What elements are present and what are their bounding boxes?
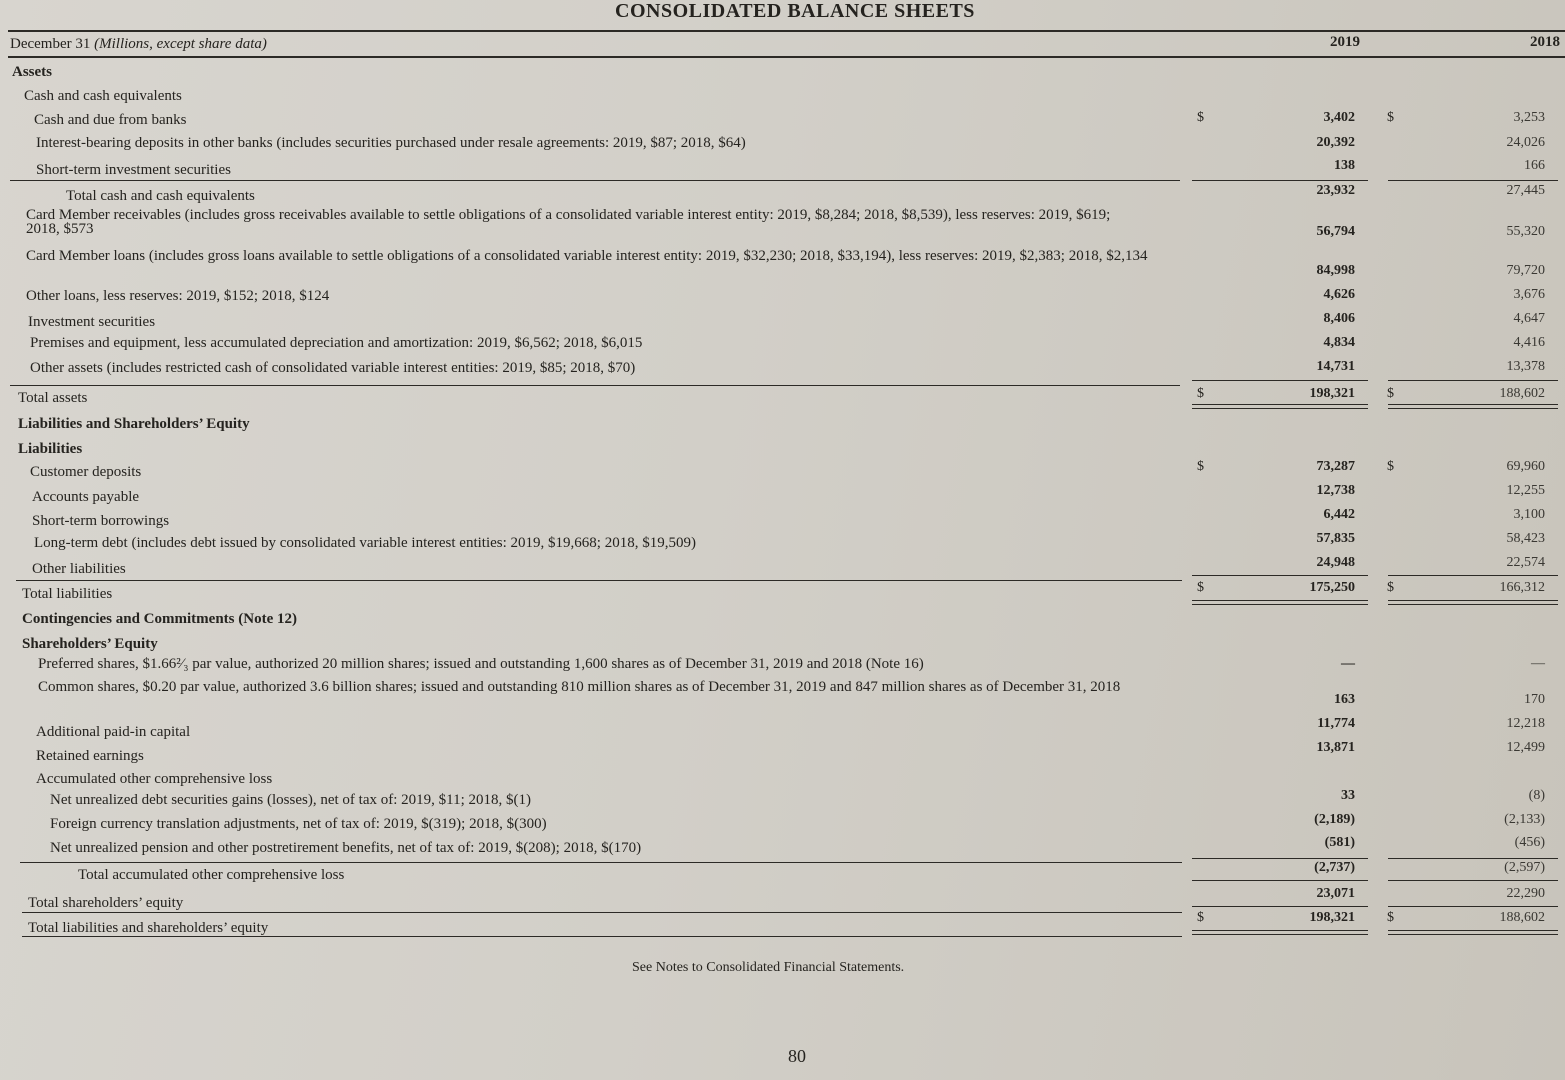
currency-sign-2019: $ [1197, 110, 1204, 125]
rule [1192, 858, 1368, 859]
value-2018: 3,676 [1513, 287, 1545, 302]
currency-sign-2019: $ [1197, 910, 1204, 925]
rule [10, 385, 1180, 386]
value-2019: (581) [1324, 835, 1355, 850]
row-label: Liabilities [18, 441, 83, 457]
currency-sign-2018: $ [1387, 386, 1394, 401]
value-2019: 175,250 [1309, 580, 1355, 595]
value-2018: (2,597) [1504, 860, 1545, 875]
rule [22, 936, 1182, 937]
value-2018: 3,253 [1513, 110, 1545, 125]
value-2019: 163 [1334, 692, 1355, 707]
value-2019: 6,442 [1323, 507, 1355, 522]
row-label: Other loans, less reserves: 2019, $152; 2018, $124 [26, 288, 330, 304]
currency-sign-2019: $ [1197, 580, 1204, 595]
rule [1388, 880, 1558, 881]
double-rule [1192, 930, 1368, 935]
value-2019: 13,871 [1316, 740, 1355, 755]
value-2018: 166,312 [1499, 580, 1545, 595]
row-label: Total accumulated other comprehensive loss [78, 867, 345, 883]
value-2018: (456) [1514, 835, 1545, 850]
currency-sign-2019: $ [1197, 459, 1204, 474]
value-2019: 57,835 [1316, 531, 1355, 546]
value-2018: (2,133) [1504, 812, 1545, 827]
double-rule [1388, 600, 1558, 605]
double-rule [1388, 404, 1558, 409]
row-label: Accounts payable [32, 489, 140, 505]
double-rule [1192, 404, 1368, 409]
row-label: Retained earnings [36, 748, 144, 764]
row-label: Total liabilities and shareholders’ equity [28, 920, 269, 936]
value-2019: 24,948 [1316, 555, 1355, 570]
row-label: Liabilities and Shareholders’ Equity [18, 416, 250, 432]
value-2019: 4,834 [1323, 335, 1355, 350]
row-label: Net unrealized pension and other postretirement benefits, net of tax of: 2019, $(208); 2018, $(170) [50, 840, 642, 856]
currency-sign-2019: $ [1197, 386, 1204, 401]
value-2019: 3,402 [1323, 110, 1355, 125]
value-2019: 23,932 [1316, 183, 1355, 198]
row-label: Assets [12, 64, 52, 80]
row-label: Accumulated other comprehensive loss [36, 771, 273, 787]
value-2019: 56,794 [1316, 224, 1355, 239]
row-label: Additional paid-in capital [36, 724, 191, 740]
row-label: Cash and cash equivalents [24, 88, 182, 104]
row-label: Premises and equipment, less accumulated depreciation and amortization: 2019, $6,562; 2018, $6,015 [30, 335, 643, 351]
currency-sign-2018: $ [1387, 580, 1394, 595]
value-2019: 4,626 [1323, 287, 1355, 302]
row-label: Short-term borrowings [32, 513, 170, 529]
value-2019: 33 [1341, 788, 1355, 803]
value-2019: 138 [1334, 158, 1355, 173]
value-2018: 22,290 [1506, 886, 1545, 901]
currency-sign-2018: $ [1387, 910, 1394, 925]
value-2018: 166 [1524, 158, 1545, 173]
rule [1388, 858, 1558, 859]
value-2018: 55,320 [1506, 224, 1545, 239]
value-2019: — [1341, 656, 1355, 671]
rule [1388, 906, 1558, 907]
currency-sign-2018: $ [1387, 110, 1394, 125]
header-label-units: (Millions, except share data) [94, 36, 267, 52]
value-2018: — [1531, 656, 1545, 671]
double-rule [1388, 930, 1558, 935]
page-number: 80 [788, 1046, 806, 1066]
value-2018: 3,100 [1513, 507, 1545, 522]
value-2018: (8) [1528, 788, 1545, 803]
rule [1192, 380, 1368, 381]
row-label: Total assets [18, 390, 88, 406]
rule [1192, 180, 1368, 181]
row-label: Preferred shares, $1.66²⁄₃ par value, authorized 20 million shares; issued and outstanding 1,600 shares as of December 31, 2019 and 2018 (Note 16) [38, 656, 924, 672]
value-2018: 24,026 [1506, 135, 1545, 150]
rule [1388, 380, 1558, 381]
row-label: Net unrealized debt securities gains (losses), net of tax of: 2019, $11; 2018, $(1) [50, 792, 531, 808]
value-2019: 84,998 [1316, 263, 1355, 278]
row-label: Other assets (includes restricted cash of consolidated variable interest entities: 2019, $85; 2018, $70) [30, 360, 636, 376]
currency-sign-2018: $ [1387, 459, 1394, 474]
value-2019: 198,321 [1309, 386, 1355, 401]
row-label: Long-term debt (includes debt issued by consolidated variable interest entities: 2019, $19,668; 2018, $19,509) [34, 535, 696, 551]
value-2018: 27,445 [1506, 183, 1545, 198]
header-label-main: December 31 [10, 36, 95, 52]
rule [1388, 575, 1558, 576]
row-label: Investment securities [28, 314, 156, 330]
value-2018: 188,602 [1499, 386, 1545, 401]
value-2019: (2,189) [1314, 812, 1355, 827]
row-label: Cash and due from banks [34, 112, 187, 128]
double-rule [1192, 600, 1368, 605]
row-label: Total shareholders’ equity [28, 895, 184, 911]
value-2018: 12,499 [1506, 740, 1545, 755]
value-2019: 73,287 [1316, 459, 1355, 474]
value-2018: 13,378 [1506, 359, 1545, 374]
value-2019: 8,406 [1323, 311, 1355, 326]
row-label: Common shares, $0.20 par value, authorized 3.6 billion shares; issued and outstanding 810 million shares as of December 31, 2019 and 847 million shares as of December 31, 2018 [38, 679, 1121, 695]
rule [20, 862, 1182, 863]
row-label: Customer deposits [30, 464, 142, 480]
value-2018: 79,720 [1506, 263, 1545, 278]
value-2018: 188,602 [1499, 910, 1545, 925]
value-2019: (2,737) [1314, 860, 1355, 875]
row-label: Total liabilities [22, 586, 113, 602]
row-label: Shareholders’ Equity [22, 636, 158, 652]
year-2019-header: 2019 [1330, 34, 1360, 50]
row-label: Short-term investment securities [36, 162, 231, 178]
row-label: Card Member loans (includes gross loans available to settle obligations of a consolidated variable interest entity: 2019, $32,230; 2018, $33,194), less reserves: 2019, $2,383; 2018, $2,134 [26, 248, 1148, 264]
rule [1192, 575, 1368, 576]
value-2018: 58,423 [1506, 531, 1545, 546]
value-2018: 4,647 [1513, 311, 1545, 326]
page-title: CONSOLIDATED BALANCE SHEETS [615, 0, 975, 22]
rule [16, 580, 1182, 581]
rule [1192, 880, 1368, 881]
footnote: See Notes to Consolidated Financial Statements. [632, 960, 905, 975]
value-2019: 20,392 [1316, 135, 1355, 150]
rule [10, 180, 1180, 181]
value-2019: 14,731 [1316, 359, 1355, 374]
row-label: Contingencies and Commitments (Note 12) [22, 611, 297, 627]
row-label: Card Member receivables (includes gross receivables available to settle obligations of a consolidated variable interest entity: 2019, $8,284; 2018, $8,539), less reserves: 2019, $619; 2018, $573 [26, 207, 1111, 237]
value-2018: 4,416 [1513, 335, 1545, 350]
table-header [8, 30, 1565, 58]
value-2018: 69,960 [1506, 459, 1545, 474]
value-2018: 22,574 [1506, 555, 1545, 570]
rule [1192, 906, 1368, 907]
rule [1388, 180, 1558, 181]
value-2019: 12,738 [1316, 483, 1355, 498]
value-2019: 11,774 [1317, 716, 1355, 731]
value-2018: 12,218 [1506, 716, 1545, 731]
value-2018: 170 [1524, 692, 1545, 707]
row-label: Interest-bearing deposits in other banks (includes securities purchased under resale agreements: 2019, $87; 2018, $64) [36, 135, 746, 151]
value-2019: 23,071 [1316, 886, 1355, 901]
row-label: Foreign currency translation adjustments, net of tax of: 2019, $(319); 2018, $(300) [50, 816, 547, 832]
row-label: Other liabilities [32, 561, 126, 577]
year-2018-header: 2018 [1530, 34, 1560, 50]
value-2019: 198,321 [1309, 910, 1355, 925]
row-label: Total cash and cash equivalents [66, 188, 255, 204]
header-label [10, 36, 267, 53]
rule [22, 912, 1182, 913]
value-2018: 12,255 [1506, 483, 1545, 498]
